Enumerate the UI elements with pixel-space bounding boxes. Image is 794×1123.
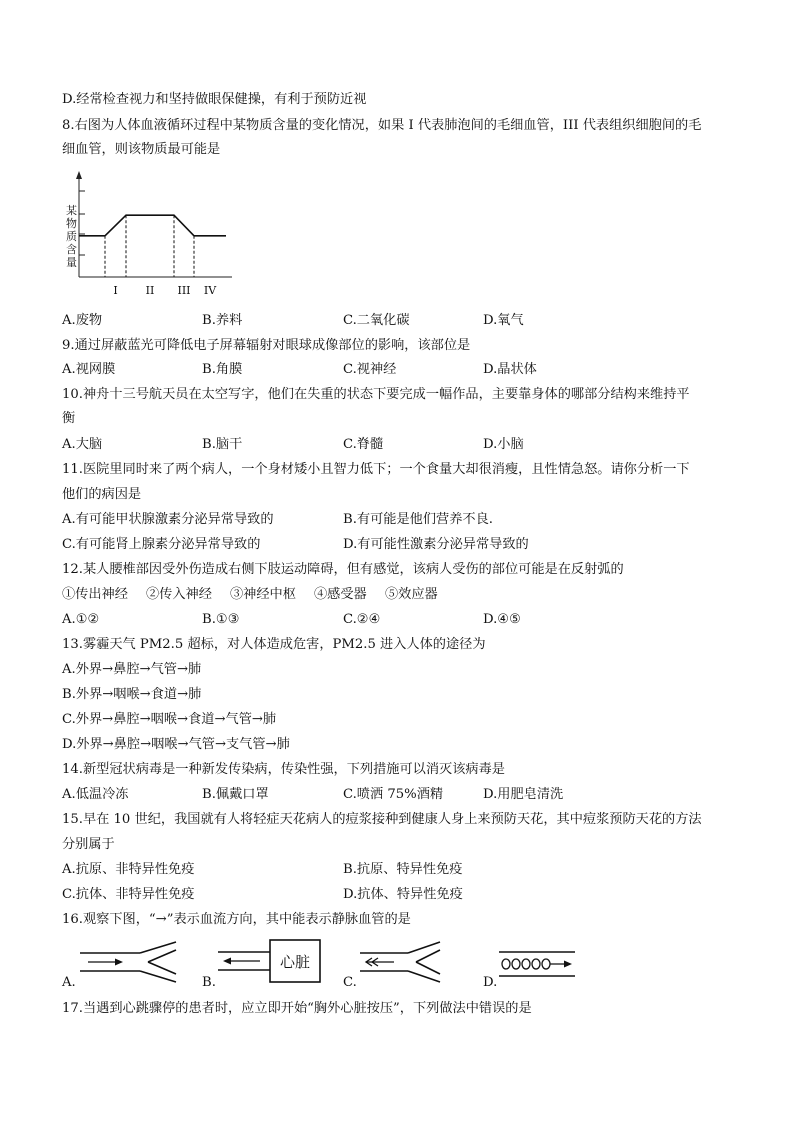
flow-arrow-right-icon (550, 961, 572, 968)
q13-stem: 13.雾霾天气 PM2.5 超标，对人体造成危害，PM2.5 进入人体的途径为 (62, 637, 486, 652)
q12-item-2: ②传入神经 (146, 587, 212, 602)
q10-option-a: A.大脑 (62, 437, 103, 452)
q15-option-d: D.抗体、特异性免疫 (343, 887, 463, 902)
q11-option-d: D.有可能性激素分泌异常导致的 (343, 537, 529, 552)
q12-item-5: ⑤效应器 (385, 587, 438, 602)
q10-option-c: C.脊髓 (343, 437, 384, 452)
q15-option-a: A.抗原、非特异性免疫 (62, 862, 195, 877)
q9-stem: 9.通过屏蔽蓝光可降低电子屏幕辐射对眼球成像部位的影响，该部位是 (62, 338, 471, 353)
x-tick-label-I: I (113, 284, 118, 297)
q11-option-b: B.有可能是他们营养不良. (343, 512, 493, 527)
q11-stem-line1: 11.医院里同时来了两个病人，一个身材矮小且智力低下；一个食量大却很消瘦，且性情急怒。请你分析一下 (62, 462, 690, 477)
q9-option-a: A.视网膜 (62, 362, 116, 377)
q9-option-b: B.角膜 (202, 362, 243, 377)
vessel-diagram-a (78, 940, 183, 984)
q14-option-b: B.佩戴口罩 (202, 787, 269, 802)
q8-stem-line1: 8.右图为人体血液循环过程中某物质含量的变化情况，如果 I 代表肺泡间的毛细血管，III 代表组织细胞间的毛 (62, 118, 702, 133)
q10-stem-line2: 衡 (62, 411, 76, 426)
y-axis-arrow (76, 171, 82, 179)
q15-option-b: B.抗原、特异性免疫 (343, 862, 463, 877)
q11-option-c: C.有可能肾上腺素分泌异常导致的 (62, 537, 261, 552)
q10-option-d: D.小脑 (483, 437, 524, 452)
q10-option-b: B.脑干 (202, 437, 243, 452)
q8-option-b: B.养料 (202, 313, 243, 328)
q11-option-a: A.有可能甲状腺激素分泌异常导致的 (62, 512, 274, 527)
q14-option-d: D.用肥皂清洗 (483, 787, 564, 802)
q14-option-a: A.低温冷冻 (62, 787, 129, 802)
blood-cells-icon (502, 959, 550, 969)
vessel-diagram-b (216, 938, 326, 986)
q14-stem: 14.新型冠状病毒是一种新发传染病，传染性强，下列措施可以消灭该病毒是 (62, 762, 505, 777)
q13-option-a: A.外界→鼻腔→气管→肺 (62, 662, 202, 677)
q12-item-4: ④感受器 (314, 587, 367, 602)
q12-option-b: B.①③ (202, 612, 240, 627)
q17-stem: 17.当遇到心跳骤停的患者时，应立即开始“胸外心脏按压”，下列做法中错误的是 (62, 1001, 532, 1016)
x-tick-label-II: II (145, 284, 155, 297)
heart-label: 心脏 (279, 953, 311, 971)
vessel-diagram-d (497, 948, 579, 980)
q12-option-c: C.②④ (343, 612, 381, 627)
q16-option-b: B. (202, 975, 216, 990)
vessel-diagram-c (358, 940, 448, 984)
q8-option-a: A.废物 (62, 313, 103, 328)
series-line (79, 215, 226, 236)
q14-option-c: C.喷洒 75%酒精 (343, 787, 444, 802)
q12-item-1: ①传出神经 (62, 587, 128, 602)
q16-option-c: C. (343, 975, 357, 990)
q16-stem: 16.观察下图，“→”表示血流方向，其中能表示静脉血管的是 (62, 912, 411, 927)
q8-stem-line2: 细血管，则该物质最可能是 (62, 142, 221, 157)
q15-stem-line1: 15.早在 10 世纪，我国就有人将轻症天花病人的痘浆接种到健康人身上来预防天花，其中痘浆预防天花的方法 (62, 812, 702, 827)
y-axis-label: 某物质含量 (66, 204, 77, 269)
q8-option-d: D.氧气 (483, 313, 524, 328)
q9-option-c: C.视神经 (343, 362, 397, 377)
q12-stem: 12.某人腰椎部因受外伤造成右侧下肢运动障碍，但有感觉，该病人受伤的部位可能是在反射弧的 (62, 562, 624, 577)
x-tick-label-IV: IV (203, 284, 217, 297)
q16-option-d: D. (483, 975, 498, 990)
q13-option-c: C.外界→鼻腔→咽喉→食道→气管→肺 (62, 712, 277, 727)
flow-arrow-left-icon (366, 958, 394, 966)
q15-stem-line2: 分别属于 (62, 837, 115, 852)
q7-option-d: D.经常检查视力和坚持做眼保健操，有利于预防近视 (62, 92, 367, 107)
q9-option-d: D.晶状体 (483, 362, 537, 377)
flow-arrow-right-icon (88, 959, 123, 966)
q13-option-b: B.外界→咽喉→食道→肺 (62, 687, 202, 702)
q12-option-a: A.①② (62, 612, 100, 627)
q13-option-d: D.外界→鼻腔→咽喉→气管→支气管→肺 (62, 737, 290, 752)
q10-stem-line1: 10.神舟十三号航天员在太空写字，他们在失重的状态下要完成一幅作品，主要靠身体的哪部分结构来维持平 (62, 387, 690, 402)
q16-option-a: A. (62, 975, 76, 990)
x-tick-label-III: III (177, 284, 191, 297)
q12-item-3: ③神经中枢 (230, 587, 296, 602)
q11-stem-line2: 他们的病因是 (62, 487, 142, 502)
q15-option-c: C.抗体、非特异性免疫 (62, 887, 195, 902)
q8-option-c: C.二氧化碳 (343, 313, 410, 328)
q8-chart (60, 168, 240, 300)
flow-arrow-left-icon (223, 958, 260, 965)
q12-option-d: D.④⑤ (483, 612, 521, 627)
